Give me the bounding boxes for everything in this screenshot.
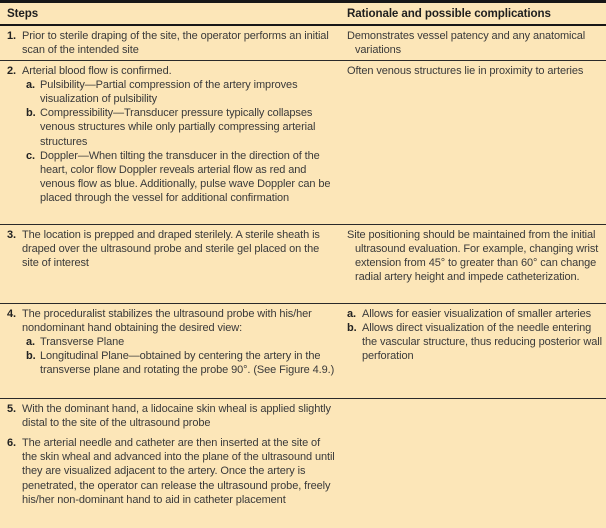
steps-cell (0, 29, 347, 57)
rationale-cell (347, 64, 606, 222)
table-header-row (0, 3, 606, 26)
step-item (7, 436, 337, 507)
step-text: The arterial needle and catheter are then inserted at the site of the skin wheal and advanced into the plane of the ultrasound until they are visualized adjacent to the artery. Once the artery is penetrated, the operator can release the ultrasound probe, freely his/her non-dominant hand to aid in catheter placement (22, 437, 335, 506)
substep-text: Transverse Plane (40, 336, 125, 349)
step-number: 2. (7, 64, 16, 77)
substep-letter: c. (26, 149, 35, 162)
step-item (7, 402, 337, 430)
substep-item (26, 349, 337, 377)
step-number: 1. (7, 30, 16, 43)
step-text: The location is prepped and draped sterilely. A sterile sheath is draped over the ultrasound probe and sterile gel placed on the site of interest (22, 228, 320, 270)
substep-text: Longitudinal Plane—obtained by centering the artery in the transverse plane and rotating the probe 90°. (See Figure 4.9.) (40, 350, 335, 377)
table-row (0, 398, 606, 527)
substep-text: Doppler—When tilting the transducer in the direction of the heart, color flow Doppler reveals arterial flow as red and venous flow as blue. Additionally, pulse wave Doppler can be placed through the vessel for additional confirmation (40, 149, 331, 205)
step-number: 5. (7, 402, 16, 415)
rationale-cell (347, 29, 606, 57)
rationale-paragraph: Demonstrates vessel patency and any anatomical variations (347, 30, 586, 57)
rationale-item (347, 321, 605, 364)
step-text: Prior to sterile draping of the site, the operator performs an initial scan of the intended site (22, 30, 329, 57)
rationale-cell (347, 402, 606, 525)
substep-text: Compressibility—Transducer pressure typically collapses venous structures while only partially compressing arterial structures (40, 107, 316, 148)
step-item (7, 228, 337, 271)
step-text: With the dominant hand, a lidocaine skin wheal is applied slightly distal to the site of the ultrasound probe (22, 402, 331, 429)
rationale-item (347, 307, 605, 321)
substep-item (26, 106, 337, 149)
substep-item (26, 149, 337, 206)
substep-letter: a. (26, 336, 35, 349)
step-text: Arterial blood flow is confirmed. (22, 64, 172, 77)
rationale-paragraph: Site positioning should be maintained from the initial ultrasound evaluation. For example, changing wrist extension from 45° to greater than 60° can change radial artery height and impede catheterization. (347, 228, 599, 284)
steps-cell (0, 307, 347, 396)
rationale-text: Allows for easier visualization of smaller arteries (362, 307, 592, 320)
step-text: The proceduralist stabilizes the ultrasound probe with his/her nondominant hand obtaining the desired view: (22, 307, 312, 334)
step-item (7, 29, 337, 57)
step-number: 6. (7, 437, 16, 450)
substep-item (26, 78, 337, 106)
steps-cell (0, 228, 347, 301)
steps-cell (0, 64, 347, 222)
substep-item (26, 335, 337, 349)
step-item (7, 64, 337, 78)
step-number: 4. (7, 307, 16, 320)
substep-text: Pulsibility—Partial compression of the artery improves visualization of pulsibility (40, 78, 298, 106)
step-number: 3. (7, 228, 16, 241)
substep-letter: b. (26, 350, 36, 363)
rationale-paragraph: Often venous structures lie in proximity to arteries (347, 64, 584, 77)
column-header-rationale: Rationale and possible complications (347, 7, 551, 20)
rationale-text: Allows direct visualization of the needle entering the vascular structure, thus reducing posterior wall perforation (362, 321, 602, 363)
table-row (0, 26, 606, 59)
rationale-cell (347, 307, 606, 396)
rationale-letter: b. (347, 321, 357, 334)
steps-cell (0, 402, 347, 525)
rationale-letter: a. (347, 307, 356, 320)
substep-letter: b. (26, 107, 36, 120)
step-item (7, 307, 337, 335)
table-row (0, 303, 606, 398)
substep-letter: a. (26, 78, 35, 91)
table-row (0, 60, 606, 224)
column-header-steps: Steps (7, 7, 39, 20)
rationale-cell (347, 228, 606, 301)
table-row (0, 224, 606, 303)
